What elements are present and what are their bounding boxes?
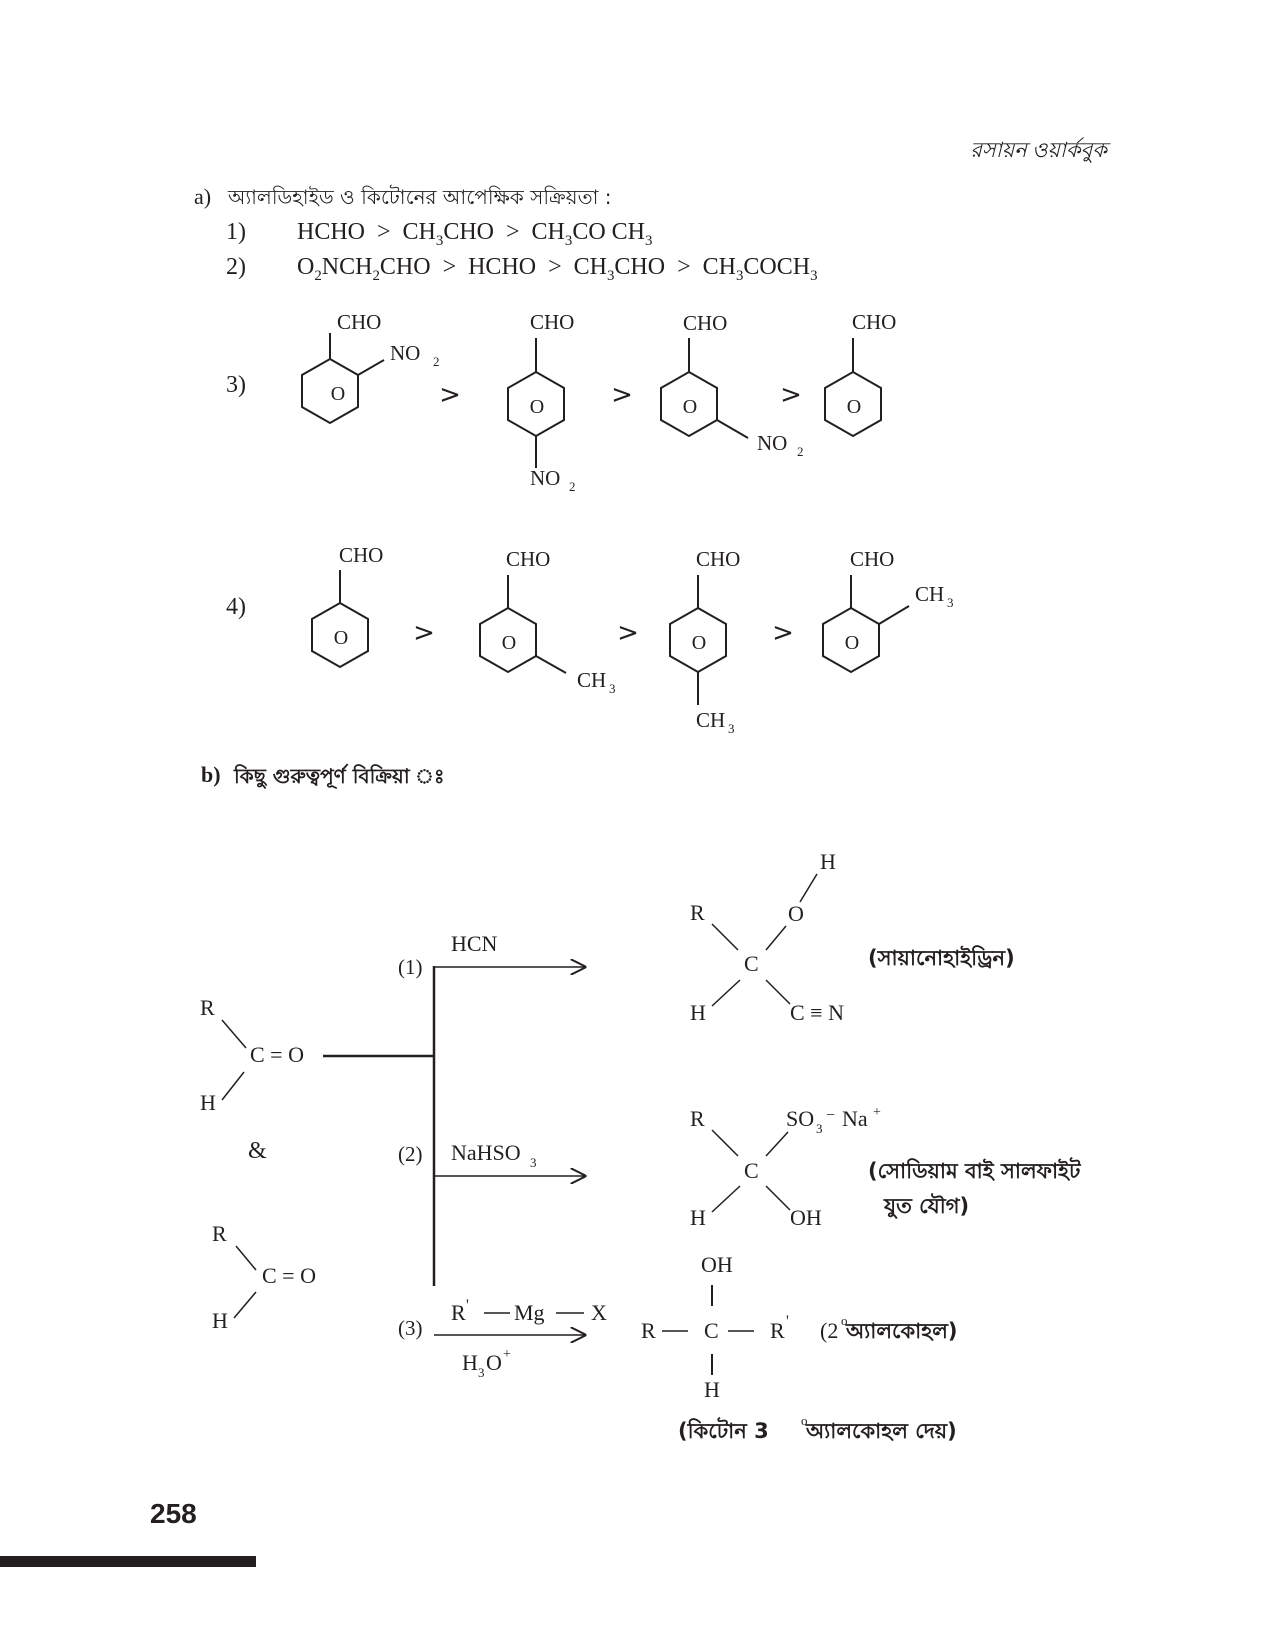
footer-bar <box>0 1556 256 1567</box>
ring-center: O <box>529 396 545 418</box>
sub-label: 3 <box>947 595 954 610</box>
ampersand: & <box>248 1138 267 1164</box>
ring-center: O <box>682 396 698 418</box>
benzene-structures <box>0 0 1275 760</box>
branch-3-x: X <box>591 1300 607 1325</box>
r-label: R <box>690 1106 705 1131</box>
cho-label: CHO <box>850 547 895 571</box>
reactant-aldehyde <box>200 995 434 1115</box>
co-label: C = O <box>262 1263 316 1288</box>
plus-sign: + <box>873 1105 881 1120</box>
cho-label: CHO <box>506 547 551 571</box>
item-1-formula: HCHO > $CH_3CHO > CH_3CO$ $CH_3$ <box>297 219 653 249</box>
sub-label: 2 <box>433 354 440 369</box>
running-header: রসায়ন ওয়ার্কবুক <box>970 138 1107 162</box>
ch3-label: CH <box>696 708 726 732</box>
oh-label: OH <box>790 1205 822 1230</box>
ring-4b <box>480 547 616 696</box>
branch-2-number: (2) <box>398 1142 423 1166</box>
o-label: O <box>788 901 804 926</box>
item-4-number: 4) <box>226 594 246 620</box>
h-label: H <box>690 1205 706 1230</box>
r-label: R <box>641 1318 656 1343</box>
ring-center: O <box>844 632 860 654</box>
gt-sign: > <box>611 380 633 410</box>
h-label: H <box>704 1377 720 1402</box>
reactant-ketone <box>212 1221 316 1333</box>
no2-label: NO <box>530 466 561 490</box>
cho-label: CHO <box>852 310 897 334</box>
sub-label: 3 <box>609 681 616 696</box>
reaction-scheme <box>0 820 1275 1460</box>
product-alcohol <box>641 1252 958 1443</box>
gt-sign: > <box>772 618 794 648</box>
ring-4a <box>312 543 383 667</box>
prime-mark: ' <box>466 1297 469 1314</box>
deg-rest: অ্যালকোহল) <box>846 1319 958 1343</box>
h2-label: H <box>690 1000 706 1025</box>
page-number: 258 <box>150 1498 197 1529</box>
r-label: R <box>212 1221 227 1246</box>
gt-sign: > <box>439 380 461 410</box>
r-label: R <box>200 995 215 1020</box>
ring-center: O <box>333 627 349 649</box>
h3o-o: O <box>486 1350 502 1375</box>
so3-sub: 3 <box>816 1121 823 1136</box>
bisulfite-name-1: (সোডিয়াম বাই সালফাইট <box>868 1159 1081 1183</box>
section-a-label: a) <box>194 184 212 209</box>
cho-label: CHO <box>339 543 384 567</box>
h-label: H <box>212 1308 228 1333</box>
item-1-number: 1) <box>226 219 246 245</box>
ring-center: O <box>846 396 862 418</box>
branch-2-sub: 3 <box>530 1155 537 1170</box>
ring-4c <box>670 547 740 736</box>
so3-label: SO <box>786 1106 815 1131</box>
no2-label: NO <box>757 431 788 455</box>
h-label: H <box>820 849 836 874</box>
gt-sign: > <box>413 618 435 648</box>
h-label: H <box>200 1090 216 1115</box>
sub-label: 2 <box>569 479 576 494</box>
co-label: C = O <box>250 1042 304 1067</box>
gt-sign: > <box>617 618 639 648</box>
product-bisulfite <box>690 1105 1082 1230</box>
rp-label: R <box>770 1318 785 1343</box>
cho-label: CHO <box>696 547 741 571</box>
cyanohydrin-name: (সায়ানোহাইড্রিন) <box>868 946 1015 970</box>
minus-sign: − <box>826 1107 836 1124</box>
no2-label: NO <box>390 341 421 365</box>
h3o-h: H <box>462 1350 478 1375</box>
h3o-sub: 3 <box>478 1365 485 1380</box>
item-3-number: 3) <box>226 372 246 398</box>
r-label: R <box>690 900 705 925</box>
note-pre: (কিটোন 3 <box>678 1419 769 1443</box>
ring-3a <box>302 310 440 423</box>
cho-label: CHO <box>530 310 575 334</box>
note-sup: o <box>801 1413 808 1428</box>
cho-label: CHO <box>337 310 382 334</box>
branch-3-number: (3) <box>398 1316 423 1340</box>
ch3-label: CH <box>577 668 607 692</box>
cn-label: C ≡ N <box>790 1000 844 1025</box>
c-label: C <box>744 1158 759 1183</box>
item-2-number: 2) <box>226 254 246 280</box>
branch-3-mg: Mg <box>514 1300 545 1325</box>
branch-1-reagent: HCN <box>451 931 498 956</box>
section-b-label: b) <box>201 762 221 787</box>
cho-label: CHO <box>683 311 728 335</box>
item-2-formula: $O_2NCH_2CHO$ > HCHO > $CH_3CHO$ > $CH_3COCH_3$ <box>297 254 818 284</box>
ring-center: O <box>501 632 517 654</box>
sub-label: 2 <box>797 444 804 459</box>
h3o-sup: + <box>503 1347 511 1362</box>
c-label: C <box>704 1318 719 1343</box>
ring-4d <box>823 547 954 672</box>
bisulfite-name-2: যুত যৌগ) <box>884 1194 970 1218</box>
prime-mark: ' <box>786 1313 789 1330</box>
branch-2-reagent: NaHSO <box>451 1140 521 1165</box>
gt-sign: > <box>780 380 802 410</box>
ring-3b <box>508 310 576 494</box>
branch-3-r: R <box>451 1300 466 1325</box>
branch-1-number: (1) <box>398 955 423 979</box>
note-rest: অ্যালকোহল দেয়) <box>806 1419 957 1443</box>
oh-label: OH <box>701 1252 733 1277</box>
ring-center: O <box>330 383 346 405</box>
na-label: Na <box>842 1106 868 1131</box>
product-cyanohydrin <box>690 849 1015 1025</box>
ring-center: O <box>691 632 707 654</box>
deg-text: (2 <box>820 1318 839 1343</box>
ch3-label: CH <box>915 582 945 606</box>
ring-3d <box>825 310 896 436</box>
section-a-title: অ্যালডিহাইড ও কিটোনের আপেক্ষিক সক্রিয়তা : <box>228 185 612 209</box>
sub-label: 3 <box>728 721 735 736</box>
deg-sup: o <box>841 1313 848 1328</box>
c-label: C <box>744 951 759 976</box>
section-b-title: কিছু গুরুত্বপূর্ণ বিক্রিয়া ঃ <box>234 764 445 788</box>
